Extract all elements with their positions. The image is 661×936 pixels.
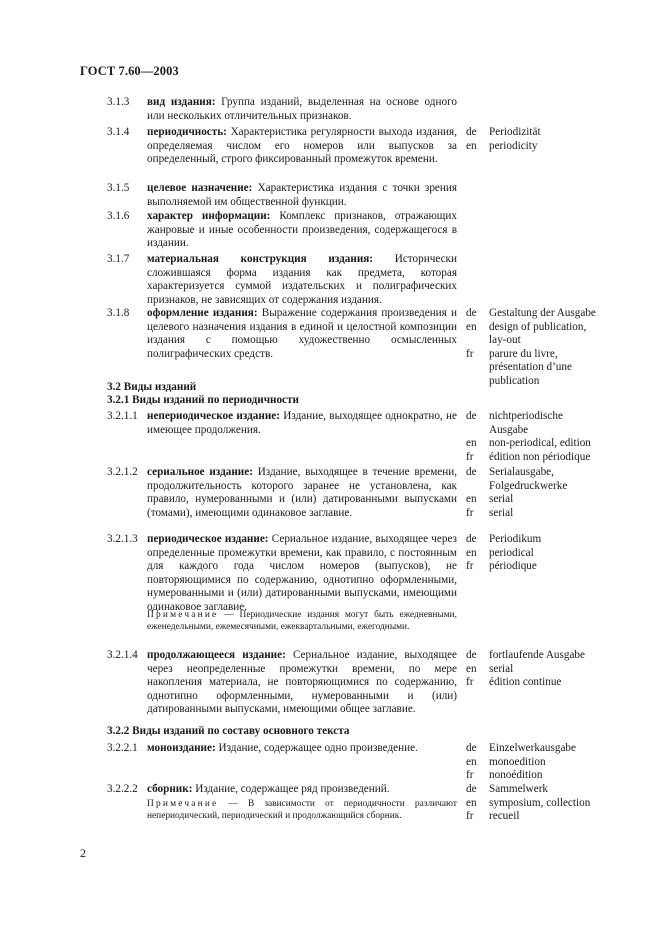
entry-definition — [147, 307, 457, 361]
lang-code: fr — [466, 676, 474, 689]
foreign-terms — [489, 783, 619, 824]
entry-definition — [147, 96, 457, 123]
lang-code: de — [466, 649, 477, 661]
lang-code: de — [466, 533, 477, 545]
entry-number: 3.2.1.1 — [107, 410, 138, 422]
entry-text: Издание, выходящее однократно, не имеющее продолжения. — [147, 410, 457, 436]
note-label: Примечание — [147, 799, 219, 809]
lang-code: en — [466, 662, 477, 675]
lang-code: en — [466, 546, 477, 559]
entry-text: Группа изданий, выделенная на основе одного или нескольких отличительных признаков. — [147, 96, 457, 122]
foreign-term: édition continue — [489, 676, 562, 689]
lang-code: fr — [466, 450, 474, 463]
lang-code: de — [466, 466, 477, 478]
entry-number: 3.1.4 — [107, 126, 130, 138]
lang-code — [466, 424, 486, 438]
language-codes — [466, 742, 486, 783]
entry-term: оформление издания: — [147, 307, 258, 319]
foreign-term: présentation d’une — [489, 361, 572, 374]
entry-number: 3.2.2.2 — [107, 783, 138, 795]
note-label: Примечание — [147, 610, 219, 620]
foreign-terms — [489, 649, 619, 690]
foreign-term: monoedition — [489, 755, 546, 768]
entry-term: периодичность: — [147, 126, 227, 138]
lang-code: fr — [466, 769, 474, 782]
entry-text: Характеристика издания с точки зрения выполняемой им общественной функции. — [147, 182, 457, 208]
lang-code: de — [466, 126, 477, 138]
section-heading-3-2-1: 3.2.1 Виды изданий по периодичности — [107, 394, 299, 406]
lang-code: de — [466, 783, 477, 795]
entry-number: 3.2.1.2 — [107, 466, 138, 478]
entry-text: Выражение содержания произведения и целевого назначения издания в единой и целостной композиции издания с помощью художественно осмысленных полиграфических средств. — [147, 307, 457, 360]
language-codes — [466, 466, 486, 520]
foreign-term: périodique — [489, 560, 537, 573]
entry-text: Издание, выходящее в течение времени, продолжительность которого заранее не установлена, как правило, нумерованными и (или) датированными выпусками (томами), имеющими одинаковое заглавие. — [147, 466, 458, 519]
lang-code: fr — [466, 560, 474, 573]
note-collection — [147, 798, 457, 822]
foreign-term: nonoédition — [489, 769, 543, 782]
language-codes — [466, 410, 486, 464]
lang-code — [466, 334, 486, 348]
lang-code — [466, 480, 486, 494]
entry-term: сборник: — [147, 783, 193, 795]
foreign-term: publication — [489, 374, 540, 387]
lang-code: fr — [466, 506, 474, 519]
note-text: — В зависимости от периодичности различают непериодический, периодический и продолжающийся сборник. — [147, 799, 457, 821]
entry-term: материальная конструкция издания: — [147, 253, 374, 265]
entry-definition — [147, 466, 457, 520]
language-codes — [466, 126, 486, 153]
lang-code: fr — [466, 347, 474, 360]
note-periodical — [147, 609, 457, 633]
entry-definition — [147, 783, 457, 797]
note-text: — Периодические издания могут быть ежедневными, еженедельными, ежемесячными, ежеквартальными, ежегодными. — [147, 610, 457, 632]
foreign-terms — [489, 742, 619, 783]
entry-term: характер информации: — [147, 210, 271, 222]
foreign-term: serial — [489, 506, 514, 519]
entry-number: 3.1.5 — [107, 182, 130, 194]
entry-text: Издание, содержащее ряд произведений. — [192, 783, 390, 795]
foreign-term: Ausgabe — [489, 423, 529, 436]
entry-number: 3.1.8 — [107, 307, 130, 319]
entry-definition — [147, 742, 457, 756]
entry-text: Комплекс признаков, отражающих жанровые и иные особенности произведения, содержащегося в издании. — [147, 210, 457, 250]
entry-definition — [147, 649, 457, 717]
foreign-term: periodicity — [489, 139, 538, 152]
language-codes — [466, 649, 486, 690]
lang-code: en — [466, 320, 477, 333]
entry-text: Исторически сложившаяся форма издания как предмета, которая характеризуется суммой издательских и полиграфических признаков, не зависящих от содержания издания. — [147, 253, 457, 306]
lang-code — [466, 361, 486, 375]
lang-code: de — [466, 307, 477, 319]
foreign-term: Periodikum — [489, 533, 542, 545]
entry-number: 3.1.7 — [107, 253, 130, 265]
entry-number: 3.2.1.3 — [107, 533, 138, 545]
language-codes — [466, 533, 486, 574]
lang-code: en — [466, 139, 477, 152]
entry-number: 3.1.6 — [107, 210, 130, 222]
entry-term: непериодическое издание: — [147, 410, 280, 422]
section-heading-3-2: 3.2 Виды изданий — [107, 381, 197, 393]
foreign-terms — [489, 410, 619, 464]
lang-code: en — [466, 755, 477, 768]
foreign-term: Gestaltung der Ausgabe — [489, 307, 596, 319]
lang-code: de — [466, 742, 477, 754]
lang-code — [466, 375, 486, 389]
foreign-term: Folgedruckwerke — [489, 479, 568, 492]
foreign-terms — [489, 466, 619, 520]
foreign-terms — [489, 533, 619, 574]
lang-code: fr — [466, 810, 474, 823]
foreign-term: édition non périodique — [489, 450, 591, 463]
entry-definition — [147, 210, 457, 251]
entry-number: 3.2.1.4 — [107, 649, 138, 661]
entry-term: вид издания: — [147, 96, 216, 108]
foreign-term: non-periodical, edition — [489, 437, 591, 450]
entry-definition — [147, 410, 457, 437]
entry-definition — [147, 253, 457, 307]
page-number: 2 — [80, 846, 86, 860]
entry-term: моноиздание: — [147, 742, 216, 754]
entry-number: 3.2.2.1 — [107, 742, 138, 754]
foreign-term: serial — [489, 493, 514, 506]
foreign-term: Einzelwerkausgabe — [489, 742, 576, 754]
language-codes — [466, 783, 486, 824]
foreign-term: Periodizität — [489, 126, 541, 138]
entry-definition — [147, 533, 457, 615]
page-header: ГОСТ 7.60—2003 — [80, 64, 179, 78]
entry-term: продолжающееся издание: — [147, 649, 286, 661]
foreign-term: recueil — [489, 810, 520, 823]
entry-term: сериальное издание: — [147, 466, 253, 478]
foreign-term: Sammelwerk — [489, 783, 549, 795]
foreign-term: Serialausgabe, — [489, 466, 554, 478]
entry-text: Сериальное издание, выходящее через определенные промежутки времени, как правило, с постоянным для каждого года числом номеров (выпусков), не повторяющимися по содержанию, однотипно оформленными, нумерованными и (или) датированными выпусками, имеющими одинаковое заглавие. — [147, 533, 457, 613]
lang-code: en — [466, 437, 477, 450]
section-heading-3-2-2: 3.2.2 Виды изданий по составу основного текста — [107, 725, 350, 737]
foreign-term: parure du livre, — [489, 347, 558, 360]
lang-code: en — [466, 796, 477, 809]
foreign-term: lay-out — [489, 334, 521, 347]
foreign-term: symposium, collection — [489, 796, 591, 809]
foreign-term: nichtperiodische — [489, 410, 563, 422]
language-codes — [466, 307, 486, 389]
foreign-terms — [489, 126, 619, 153]
entry-definition — [147, 126, 457, 167]
entry-text: Характеристика регулярности выхода издания, определяемая числом его номеров или выпусков за определенный, строго фиксированный промежуток времени. — [147, 126, 457, 166]
entry-definition — [147, 182, 457, 209]
foreign-term: fortlaufende Ausgabe — [489, 649, 585, 661]
entry-term: периодическое издание: — [147, 533, 269, 545]
entry-text: Издание, содержащее одно произведение. — [215, 742, 418, 754]
entry-number: 3.1.3 — [107, 96, 130, 108]
entry-text: Сериальное издание, выходящее через неопределенные промежутки времени, по мере накопления материала, не повторяющимися по содержанию, однотипно оформленными, нумерованными и (или) датированными выпусками, имеющими общее заглавие. — [147, 649, 457, 716]
lang-code: en — [466, 493, 477, 506]
foreign-term: periodical — [489, 546, 534, 559]
lang-code: de — [466, 410, 477, 422]
foreign-terms — [489, 307, 619, 389]
entry-term: целевое назначение: — [147, 182, 253, 194]
foreign-term: design of publication, — [489, 320, 587, 333]
foreign-term: serial — [489, 662, 514, 675]
